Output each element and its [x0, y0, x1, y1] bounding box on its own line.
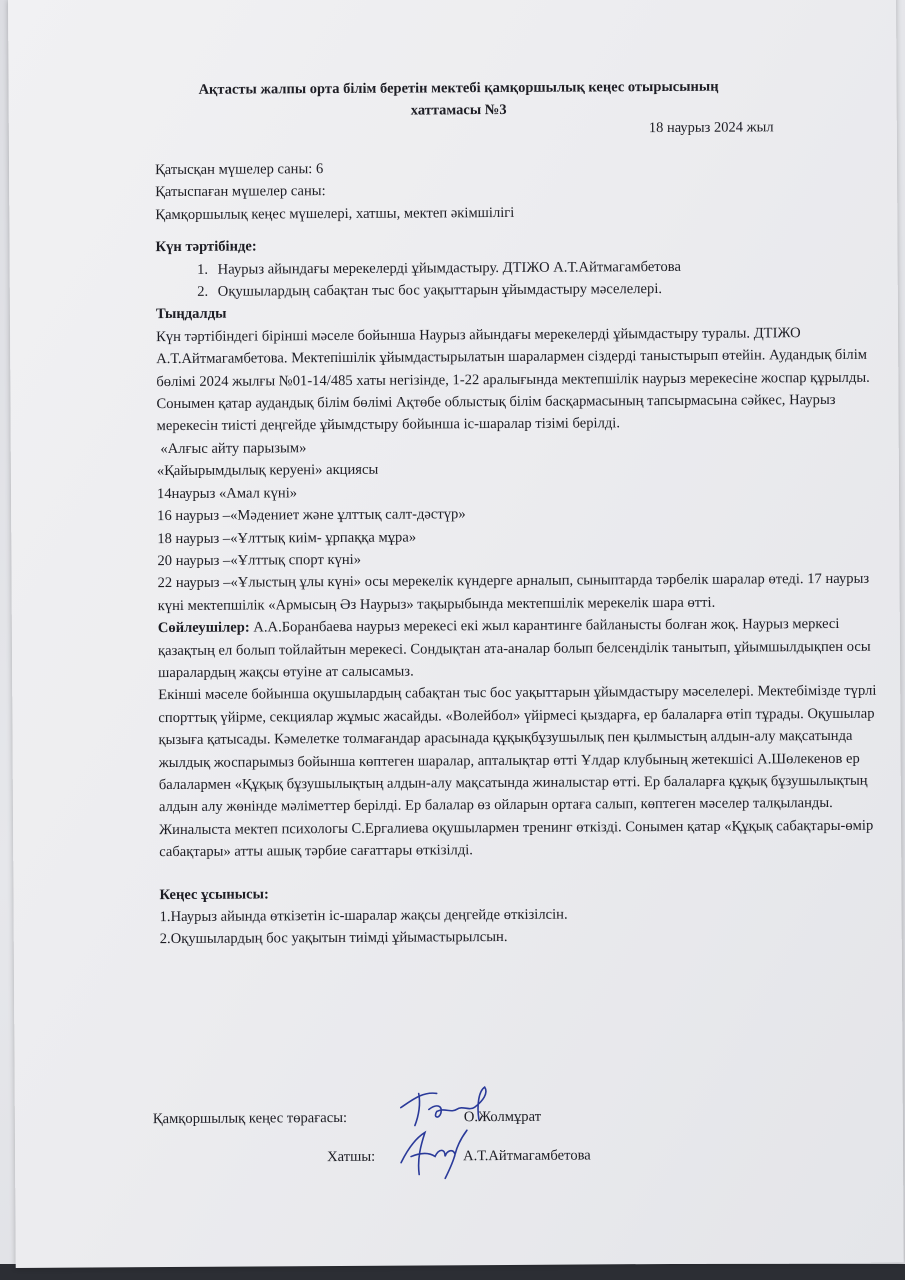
attendance-absent: Қатыспаған мүшелер саны: — [155, 183, 326, 201]
document-page — [8, 0, 904, 1268]
agenda-item: 1. Наурыз айындағы мерекелерді ұйымдастыру. ДТІЖО А.Т.Айтмагамбетова — [212, 254, 876, 280]
secretary-name: А.Т.Айтмагамбетова — [463, 1147, 591, 1165]
event-item: 18 наурыз –«Ұлттық киім- ұрпаққа мұра» — [157, 529, 417, 547]
speakers-text: А.А.Боранбаева наурыз мерекесі екі жыл карантинге байланысты болған жоқ. Наурыз меркесі қазақтың ел болып тойлайтын мерекесі. Сондықтан ата-аналар болып белсенділік танытып, ұйымшылдықпен осы шаралардың жақсы өтуіне ат салысамыз. — [157, 616, 871, 682]
secretary-label: Хатшы: — [327, 1148, 376, 1166]
chair-name: О.Жолмұрат — [463, 1108, 542, 1126]
event-item: 20 наурыз –«Ұлттық спорт күні» — [157, 551, 362, 570]
second-issue-text: Екінші мәселе бойынша оқушылардың сабақтан тыс бос уақыттарын ұйымдастыру мәселелері. Мектебімізде түрлі спорттық үйірме, секциялар жұмыс жасайды. «Волейбол» үйірмесі қыздарға, ер балаларға өтіп тұрады. Оқушылар қызыға қатысады. Кәмелетке толмағандар арасынада құқықбұзушылық пен қылмыстың алдын-алу мақсатында жылдық жоспарымыз бойынша көптеген шаралар, апталықтар өтті Ұлдар клубының жетекшісі А.Шөлекенов ер балалармен «Құқық бұзушылықтың алдын-алу мақсатында жиналыстар өтті. Ер балаларға құқық бұзушылықтың алдын алу жөнінде мәліметтер берілді. Ер балалар өз ойларын ортаға салып, көптеген мәселер талқыланды. Жиналыста мектеп психологы С.Ергалиева оқушылармен тренинг өткізді. Сонымен қатар «Құқық сабақтары-өмір сабақтары» атты ашық тәрбие сағаттары өткізілді. — [158, 683, 877, 861]
document-title — [108, 75, 808, 123]
council-heading: Кеңес ұсынысы: — [159, 886, 269, 903]
event-item-last: 22 наурыз –«Ұлыстың ұлы күні» осы мерекелік күндерге арналып, сыныптарда тәрбелік шаралар өтеді. 17 наурыз күні мектепшілік «Армысың Әз Наурыз» тақырыбында мектепшілік мерекелік шара өтті. — [157, 571, 870, 614]
speakers-paragraph — [158, 613, 878, 685]
listened-text: Күн тәртібіндегі бірінші мәселе бойынша Наурыз айындағы мерекелерді ұйымдастыру туралы. ДТІЖО А.Т.Айтмагамбетова. Мектепішілік ұйымдастырылатын шаралармен сіздерді таныстырып өтейін. Аудандық білім бөлімі 2024 жылғы №01-14/485 хаты негізінде, 1-22 аралығында мектепшілік наурыз мерекесіне жоспар құрылды. Сонымен қатар аудандық білім бөлімі Ақтөбе облыстық білім басқармасының тапсырмасына сәйкес, Наурыз мерекесін тиісті деңгейде ұйымдстыру бойынша іс-шаралар тізімі берілді. — [156, 325, 870, 435]
event-item: «Қайырымдылық керуені» акциясы — [156, 462, 379, 480]
listened-heading: Тыңдалды — [155, 306, 227, 323]
agenda-heading: Күн тәртібінде: — [155, 238, 257, 256]
council-item: 1.Наурыз айында өткізетін іс-шаралар жақсы деңгейде өткізілсін. — [159, 906, 568, 926]
document-body — [155, 155, 880, 951]
event-item: 14наурыз «Амал күні» — [156, 484, 298, 502]
title-line-2: хаттамасы №3 — [410, 101, 507, 119]
speakers-label: Сөйлеушілер: — [157, 619, 250, 637]
title-line-1: Ақтасты жалпы орта білім беретін мектебі қамқоршылық кеңес отырысының — [198, 78, 719, 98]
event-item: 16 наурыз –«Мәдениет және ұлттық салт-дәстүр» — [157, 506, 466, 525]
document-date: 18 наурыз 2024 жыл — [648, 119, 774, 137]
agenda-list — [156, 254, 876, 303]
chair-label: Қамқоршылық кеңес төрағасы: — [152, 1109, 348, 1128]
attendance-present: Қатысқан мүшелер саны: 6 — [154, 161, 324, 179]
secretary-signature — [395, 1122, 475, 1182]
event-item: «Алғыс айту парызым» — [156, 440, 307, 457]
council-item: 2.Оқушылардың бос уақытын тиімді ұйымастырылсын. — [159, 929, 508, 948]
agenda-item: 2. Оқушылардың сабақтан тыс бос уақыттарын ұйымдастыру мәселелері. — [212, 277, 876, 303]
attendance-participants: Қамқоршылық кеңес мүшелері, хатшы, мектеп әкімшілігі — [155, 204, 515, 223]
